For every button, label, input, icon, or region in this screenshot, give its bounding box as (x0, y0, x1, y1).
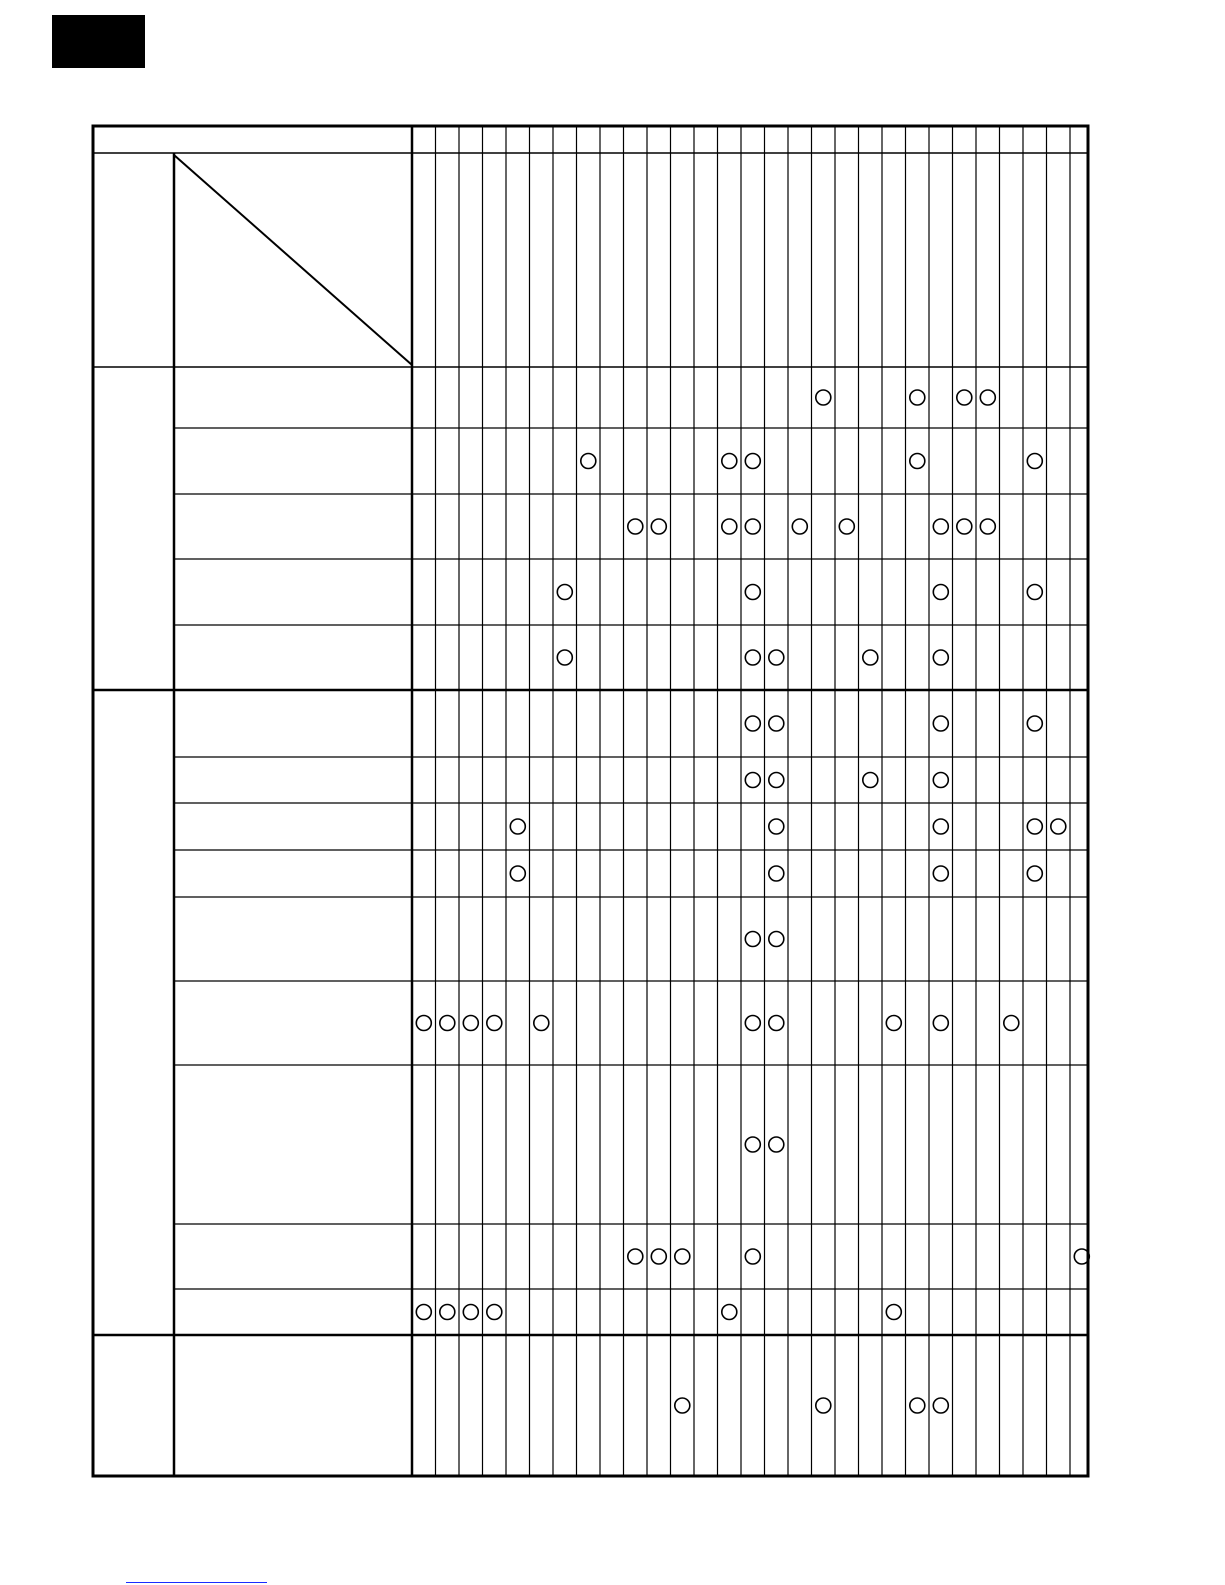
circle-mark (745, 773, 760, 788)
circle-mark (745, 519, 760, 534)
circle-mark (769, 1016, 784, 1031)
circle-mark (745, 1137, 760, 1152)
circle-mark (463, 1305, 478, 1320)
circle-mark (1027, 716, 1042, 731)
circle-mark (769, 1137, 784, 1152)
circle-mark (863, 773, 878, 788)
circle-mark (745, 1249, 760, 1264)
circle-mark (792, 519, 807, 534)
circle-mark (440, 1016, 455, 1031)
circle-mark (980, 390, 995, 405)
circle-mark (933, 1398, 948, 1413)
circle-mark (651, 519, 666, 534)
circle-mark (745, 454, 760, 469)
circle-mark (910, 390, 925, 405)
circle-mark (769, 932, 784, 947)
circle-mark (487, 1305, 502, 1320)
circle-mark (745, 1016, 760, 1031)
circle-mark (722, 1305, 737, 1320)
circle-mark (557, 650, 572, 665)
bottom-link-underline[interactable] (126, 1582, 267, 1583)
circle-mark (957, 519, 972, 534)
table-grid (93, 126, 1088, 1476)
circle-mark (1051, 819, 1066, 834)
circle-mark (675, 1398, 690, 1413)
circle-mark (933, 1016, 948, 1031)
circle-mark (816, 390, 831, 405)
circle-mark (745, 716, 760, 731)
circle-mark (769, 773, 784, 788)
circle-mark (416, 1305, 431, 1320)
circle-mark (980, 519, 995, 534)
circle-mark (487, 1016, 502, 1031)
circle-mark (628, 519, 643, 534)
circle-mark (839, 519, 854, 534)
circle-mark (440, 1305, 455, 1320)
circle-mark (722, 454, 737, 469)
table-outer-border (93, 126, 1088, 1476)
circle-mark (745, 650, 760, 665)
circle-mark (745, 932, 760, 947)
circle-mark (1027, 819, 1042, 834)
circle-mark (769, 819, 784, 834)
header-diagonal-line (174, 155, 412, 365)
circle-mark (534, 1016, 549, 1031)
circle-mark (1027, 454, 1042, 469)
circle-mark (557, 585, 572, 600)
circle-mark (1004, 1016, 1019, 1031)
circle-mark (933, 650, 948, 665)
circle-mark (816, 1398, 831, 1413)
circle-mark (910, 454, 925, 469)
circle-mark (957, 390, 972, 405)
circle-mark (933, 716, 948, 731)
circle-mark (933, 585, 948, 600)
circle-mark (933, 773, 948, 788)
circle-mark (463, 1016, 478, 1031)
circle-mark (745, 585, 760, 600)
circle-mark (1027, 585, 1042, 600)
circle-mark (933, 519, 948, 534)
circle-mark (769, 650, 784, 665)
circle-mark (769, 866, 784, 881)
circle-mark (675, 1249, 690, 1264)
circle-mark (910, 1398, 925, 1413)
circle-mark (863, 650, 878, 665)
circle-mark (933, 866, 948, 881)
circle-mark (510, 866, 525, 881)
circle-mark (769, 716, 784, 731)
circle-mark (416, 1016, 431, 1031)
circle-mark (651, 1249, 666, 1264)
circle-mark (722, 519, 737, 534)
circle-mark (886, 1305, 901, 1320)
circle-mark (933, 819, 948, 834)
circle-mark (581, 454, 596, 469)
circle-mark (510, 819, 525, 834)
circle-mark (1027, 866, 1042, 881)
circle-mark (886, 1016, 901, 1031)
circle-mark (628, 1249, 643, 1264)
table-marks (416, 390, 1089, 1413)
